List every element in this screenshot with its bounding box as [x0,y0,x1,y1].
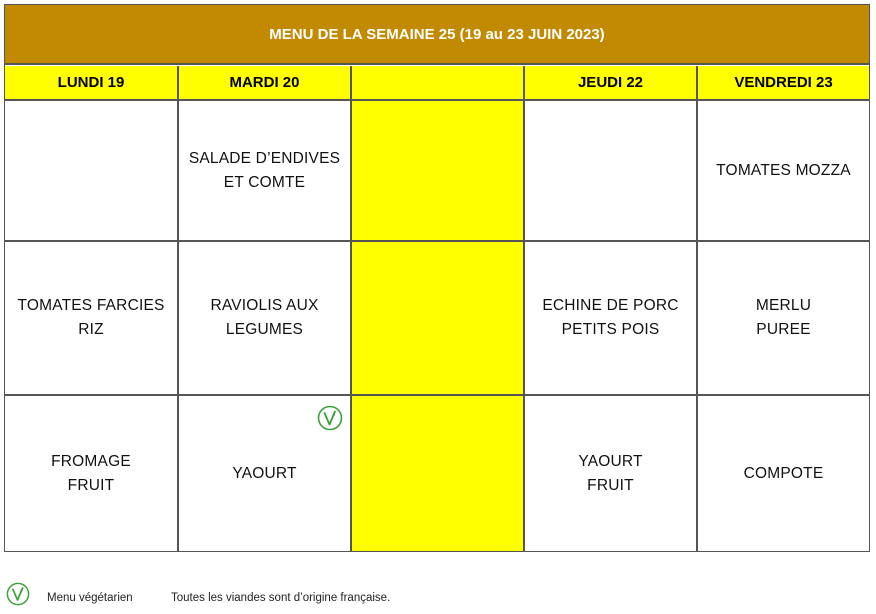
menu-cell-friday-main: MERLU PUREE [698,242,869,396]
menu-cell-monday-starter [5,101,179,242]
menu-cell-wednesday-starter [352,101,525,242]
menu-cell-thursday-starter [525,101,698,242]
legend-meat-origin-note: Toutes les viandes sont d’origine française. [171,592,391,604]
menu-cell-friday-dessert: COMPOTE [698,396,869,551]
menu-cell-friday-starter: TOMATES MOZZA [698,101,869,242]
menu-cell-thursday-main: ECHINE DE PORC PETITS POIS [525,242,698,396]
vegetarian-leaf-icon [317,405,343,431]
day-header-tuesday: MARDI 20 [179,66,352,101]
menu-cell-monday-dessert: FROMAGE FRUIT [5,396,179,551]
day-header-wednesday [352,66,525,101]
menu-cell-wednesday-main [352,242,525,396]
day-header-friday: VENDREDI 23 [698,66,869,101]
day-header-monday: LUNDI 19 [5,66,179,101]
day-header-thursday: JEUDI 22 [525,66,698,101]
weekly-menu-table [4,4,870,552]
menu-cell-tuesday-starter: SALADE D’ENDIVES ET COMTE [179,101,352,242]
menu-cell-tuesday-main: RAVIOLIS AUX LEGUMES [179,242,352,396]
menu-cell-wednesday-dessert [352,396,525,551]
legend [6,580,866,610]
vegetarian-leaf-icon [6,582,30,606]
menu-cell-thursday-dessert: YAOURT FRUIT [525,396,698,551]
menu-cell-tuesday-dessert: YAOURT [179,396,352,551]
menu-cell-monday-main: TOMATES FARCIES RIZ [5,242,179,396]
menu-title: MENU DE LA SEMAINE 25 (19 au 23 JUIN 2023) [5,5,869,65]
legend-vegetarian-label: Menu végétarien [47,592,133,604]
